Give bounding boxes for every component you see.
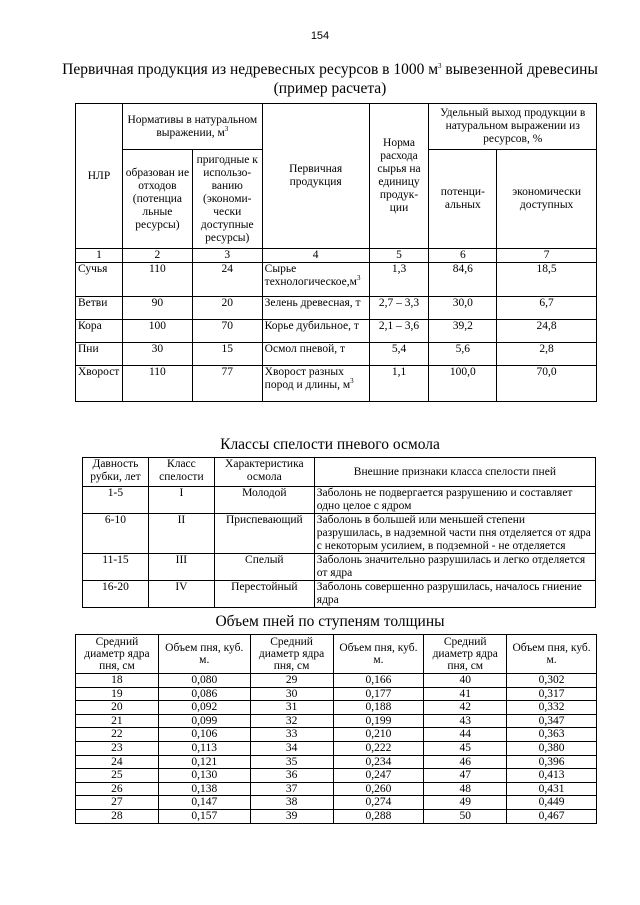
cell-age: 11-15 — [83, 554, 149, 581]
table-row — [76, 741, 597, 755]
cell-volume: 0,210 — [333, 728, 424, 742]
cell-volume: 0,332 — [507, 701, 597, 715]
cell-diameter: 38 — [250, 796, 333, 810]
cell-volume: 0,302 — [507, 674, 597, 688]
cell-volume: 0,188 — [333, 701, 424, 715]
cell-norm: 1,3 — [369, 263, 429, 297]
cell-usable: 15 — [192, 343, 262, 366]
cell-nlr: Ветви — [76, 297, 123, 320]
cell-potential: 100,0 — [429, 366, 497, 402]
col-num: 5 — [369, 249, 429, 263]
cell-potential: 39,2 — [429, 320, 497, 343]
header-signs: Внешние признаки класса спелости пней — [314, 458, 595, 487]
cell-volume: 0,086 — [158, 687, 250, 701]
header-primary-product: Первичная продукция — [262, 104, 369, 249]
cell-volume: 0,106 — [158, 728, 250, 742]
cell-volume: 0,260 — [333, 782, 424, 796]
cell-volume: 0,177 — [333, 687, 424, 701]
cell-volume: 0,157 — [158, 809, 250, 823]
cell-diameter: 41 — [424, 687, 507, 701]
cell-diameter: 34 — [250, 741, 333, 755]
table-row — [76, 687, 597, 701]
primary-products-table — [75, 103, 597, 402]
cell-economic: 2,8 — [497, 343, 597, 366]
cell-diameter: 45 — [424, 741, 507, 755]
cell-diameter: 24 — [76, 755, 159, 769]
cell-volume: 0,363 — [507, 728, 597, 742]
table-row — [76, 782, 597, 796]
cell-age: 6-10 — [83, 514, 149, 554]
header-volume: Объем пня, куб. м. — [507, 635, 597, 674]
header-norm-consumption: Норма расхода сырья на единицу продук- ции — [369, 104, 429, 249]
cell-potential: 84,6 — [429, 263, 497, 297]
table-row — [76, 796, 597, 810]
cell-diameter: 42 — [424, 701, 507, 715]
cell-norm: 1,1 — [369, 366, 429, 402]
cell-volume: 0,147 — [158, 796, 250, 810]
cell-class: IV — [148, 581, 214, 608]
header-diameter: Средний диаметр ядра пня, см — [250, 635, 333, 674]
table-row — [76, 297, 597, 320]
cell-formed: 100 — [122, 320, 192, 343]
cell-volume: 0,317 — [507, 687, 597, 701]
cell-signs: Заболонь в большей или меньшей степени разрушилась, в надземной части пня отделяется от ядра с некоторым усилием, в подземной - не отделяется — [314, 514, 595, 554]
table-row — [76, 343, 597, 366]
cell-volume: 0,380 — [507, 741, 597, 755]
cell-diameter: 32 — [250, 714, 333, 728]
cell-economic: 24,8 — [497, 320, 597, 343]
stump-volume-table — [75, 634, 597, 824]
table-row — [83, 487, 596, 514]
cell-diameter: 31 — [250, 701, 333, 715]
cell-product: Хворост разных пород и длины, $м^3$ — [262, 366, 369, 402]
cell-class: I — [148, 487, 214, 514]
header-class: Класс спелости — [148, 458, 214, 487]
cell-signs: Заболонь не подвергается разрушению и составляет одно целое с ядром — [314, 487, 595, 514]
cell-volume: 0,080 — [158, 674, 250, 688]
header-specific-yield: Удельный выход продукции в натуральном выражении из ресурсов, % — [429, 104, 597, 150]
cell-volume: 0,130 — [158, 769, 250, 783]
cell-usable: 20 — [192, 297, 262, 320]
table2-title: Классы спелости пневого осмола — [220, 436, 440, 453]
header-diameter: Средний диаметр ядра пня, см — [424, 635, 507, 674]
cell-diameter: 21 — [76, 714, 159, 728]
table-row — [76, 809, 597, 823]
cell-volume: 0,113 — [158, 741, 250, 755]
cell-nlr: Пни — [76, 343, 123, 366]
cell-signs: Заболонь совершенно разрушилась, началось гниение ядра — [314, 581, 595, 608]
cell-norm: 2,7 – 3,3 — [369, 297, 429, 320]
cell-diameter: 47 — [424, 769, 507, 783]
cell-diameter: 39 — [250, 809, 333, 823]
cell-formed: 110 — [122, 263, 192, 297]
header-volume: Объем пня, куб. м. — [333, 635, 424, 674]
table-row — [76, 674, 597, 688]
cell-volume: 0,274 — [333, 796, 424, 810]
cell-diameter: 27 — [76, 796, 159, 810]
table-row — [76, 263, 597, 297]
cell-characteristic: Перестойный — [214, 581, 314, 608]
cell-diameter: 37 — [250, 782, 333, 796]
table-row — [76, 769, 597, 783]
ripeness-classes-table — [82, 457, 596, 608]
cell-formed: 30 — [122, 343, 192, 366]
header-diameter: Средний диаметр ядра пня, см — [76, 635, 159, 674]
cell-diameter: 18 — [76, 674, 159, 688]
cell-age: 1-5 — [83, 487, 149, 514]
cell-volume: 0,396 — [507, 755, 597, 769]
cell-class: II — [148, 514, 214, 554]
cell-volume: 0,138 — [158, 782, 250, 796]
cell-class: III — [148, 554, 214, 581]
table-row — [76, 701, 597, 715]
cell-product: Корье дубильное, т — [262, 320, 369, 343]
table-row — [83, 514, 596, 554]
cell-nlr: Хворост — [76, 366, 123, 402]
cell-diameter: 50 — [424, 809, 507, 823]
cell-characteristic: Молодой — [214, 487, 314, 514]
cell-diameter: 35 — [250, 755, 333, 769]
cell-potential: 30,0 — [429, 297, 497, 320]
header-formed-waste: образован ие отходов (потенциа льные ресурсы) — [122, 150, 192, 249]
cell-product: Зелень древесная, т — [262, 297, 369, 320]
table-row — [76, 755, 597, 769]
col-num: 1 — [76, 249, 123, 263]
cell-volume: 0,199 — [333, 714, 424, 728]
col-num: 6 — [429, 249, 497, 263]
cell-age: 16-20 — [83, 581, 149, 608]
cell-volume: 0,092 — [158, 701, 250, 715]
cell-nlr: Кора — [76, 320, 123, 343]
table-row — [83, 581, 596, 608]
cell-diameter: 26 — [76, 782, 159, 796]
cell-signs: Заболонь значительно разрушилась и легко отделяется от ядра — [314, 554, 595, 581]
cell-volume: 0,222 — [333, 741, 424, 755]
cell-norm: 2,1 – 3,6 — [369, 320, 429, 343]
col-num: 2 — [122, 249, 192, 263]
col-num: 7 — [497, 249, 597, 263]
cell-usable: 77 — [192, 366, 262, 402]
cell-volume: 0,413 — [507, 769, 597, 783]
cell-diameter: 23 — [76, 741, 159, 755]
cell-product: Сырье $технологическое,м^3$ — [262, 263, 369, 297]
header-potential: потенци- альных — [429, 150, 497, 249]
cell-volume: 0,166 — [333, 674, 424, 688]
cell-diameter: 49 — [424, 796, 507, 810]
cell-diameter: 33 — [250, 728, 333, 742]
header-volume: Объем пня, куб. м. — [158, 635, 250, 674]
cell-diameter: 19 — [76, 687, 159, 701]
header-nlr: НЛР — [76, 104, 123, 249]
cell-diameter: 30 — [250, 687, 333, 701]
cell-formed: 110 — [122, 366, 192, 402]
table-row — [76, 728, 597, 742]
cell-diameter: 46 — [424, 755, 507, 769]
cell-norm: 5,4 — [369, 343, 429, 366]
header-economic: экономически доступных — [497, 150, 597, 249]
header-age: Давность рубки, лет — [83, 458, 149, 487]
cell-volume: 0,347 — [507, 714, 597, 728]
cell-diameter: 22 — [76, 728, 159, 742]
cell-diameter: 25 — [76, 769, 159, 783]
cell-usable: 24 — [192, 263, 262, 297]
cell-diameter: 40 — [424, 674, 507, 688]
cell-volume: 0,449 — [507, 796, 597, 810]
cell-volume: 0,121 — [158, 755, 250, 769]
cell-volume: 0,234 — [333, 755, 424, 769]
header-normatives: Нормативы в натуральном выражении, $м^3$ — [122, 104, 262, 150]
cell-diameter: 48 — [424, 782, 507, 796]
table-row — [83, 554, 596, 581]
cell-diameter: 43 — [424, 714, 507, 728]
cell-characteristic: Приспевающий — [214, 514, 314, 554]
cell-potential: 5,6 — [429, 343, 497, 366]
table1-title: Первичная продукция из недревесных ресурсов в 1000 $м^3$ вывезенной древесины (пример расчета) — [62, 61, 598, 97]
cell-product: Осмол пневой, т — [262, 343, 369, 366]
table-row — [76, 714, 597, 728]
cell-volume: 0,288 — [333, 809, 424, 823]
cell-formed: 90 — [122, 297, 192, 320]
cell-diameter: 36 — [250, 769, 333, 783]
cell-volume: 0,247 — [333, 769, 424, 783]
col-num: 4 — [262, 249, 369, 263]
col-num: 3 — [192, 249, 262, 263]
cell-volume: 0,467 — [507, 809, 597, 823]
cell-economic: 6,7 — [497, 297, 597, 320]
cell-diameter: 20 — [76, 701, 159, 715]
cell-economic: 70,0 — [497, 366, 597, 402]
cell-usable: 70 — [192, 320, 262, 343]
cell-diameter: 29 — [250, 674, 333, 688]
cell-diameter: 44 — [424, 728, 507, 742]
cell-economic: 18,5 — [497, 263, 597, 297]
cell-volume: 0,431 — [507, 782, 597, 796]
cell-characteristic: Спелый — [214, 554, 314, 581]
cell-nlr: Сучья — [76, 263, 123, 297]
header-usable: пригодные к использо- ванию (экономи- чески доступные ресурсы) — [192, 150, 262, 249]
page-number: 154 — [310, 30, 330, 42]
cell-volume: 0,099 — [158, 714, 250, 728]
table-row — [76, 366, 597, 402]
header-characteristic: Характеристика осмола — [214, 458, 314, 487]
table-row — [76, 320, 597, 343]
cell-diameter: 28 — [76, 809, 159, 823]
table3-title: Объем пней по ступеням толщины — [215, 613, 445, 630]
